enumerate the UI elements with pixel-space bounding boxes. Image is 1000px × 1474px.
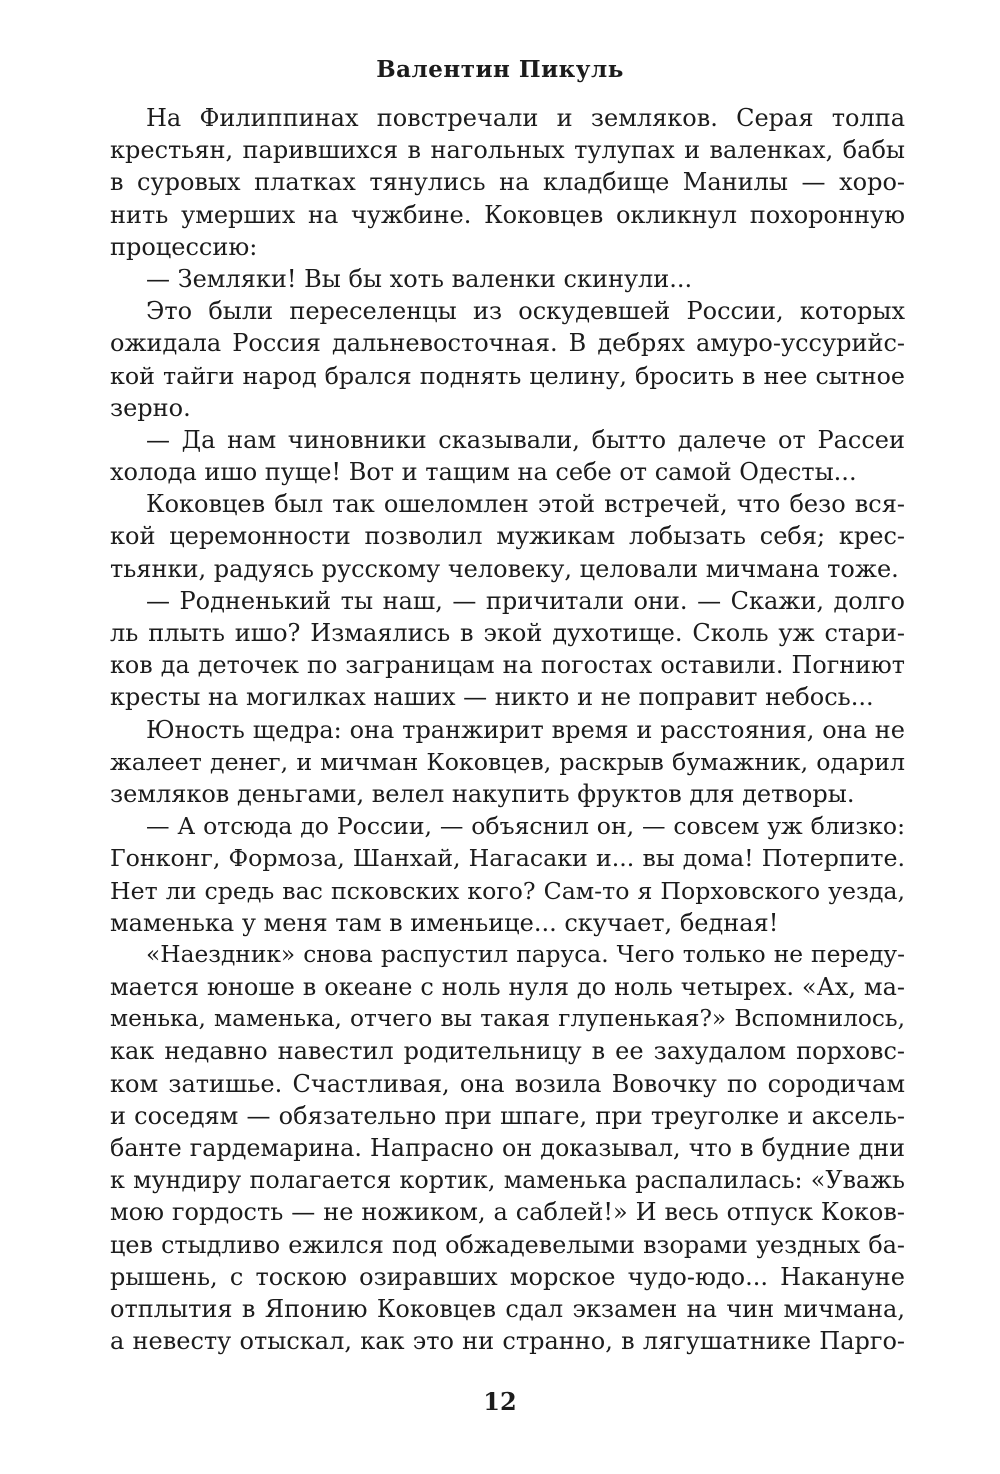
text-line: Это были переселенцы из оскудевшей России, которых [146,297,905,326]
text-line: нить умерших на чужбине. Коковцев окликнул похоронную [110,200,905,229]
text-line: жалеет денег, и мичман Коковцев, раскрыв бумажник, одарил [110,747,905,776]
text-line: отплытия в Японию Коковцев сдал экзамен на чин мичмана, [110,1294,905,1323]
text-line: ком затишье. Счастливая, она возила Вовочку по сородичам [110,1069,905,1098]
text-line: маменька у меня там в именьице... скучает, бедная! [110,908,779,937]
text-line: а невесту отыскал, как это ни странно, в лягушатнике Парго- [110,1327,905,1356]
text-line: банте гардемарина. Напрасно он доказывал, что в будние дни [110,1134,905,1162]
text-line: мою гордость — не ножиком, а саблей!» И весь отпуск Коков- [110,1198,905,1227]
text-line: мается юноше в океане с ноль нуля до ноль четырех. «Ах, ма- [110,973,905,1002]
text-line: к мундиру полагается кортик, маменька распалилась: «Уважь [110,1166,905,1195]
text-line: Гонконг, Формоза, Шанхай, Нагасаки и... вы дома! Потерпите. [110,844,905,873]
text-line: ожидала Россия дальневосточная. В дебрях амуро-уссурийс- [110,329,905,358]
text-line: Нет ли средь вас псковских кого? Сам-то я Порховского уезда, [110,876,905,905]
text-line: крестьян, парившихся в нагольных тулупах и валенках, бабы [110,136,905,165]
text-line: «Наездник» снова распустил паруса. Чего только не переду- [146,940,905,968]
text-line: — А отсюда до России, — объяснил он, — совсем уж близко: [146,812,905,841]
text-line: ков да деточек по заграницам на погостах оставили. Погниют [110,651,905,680]
text-line: — Родненький ты наш, — причитали они. — Скажи, долго [146,586,905,615]
text-line: цев стыдливо ежился под обжадевелыми взорами уездных ба- [110,1230,905,1259]
text-line: процессию: [110,232,258,261]
text-line: тьянки, радуясь русскому человеку, целовали мичмана тоже. [110,554,899,583]
text-line: кой церемонности позволил мужикам лобызать себя; крес- [110,522,905,551]
text-line: — Земляки! Вы бы хоть валенки скинули... [146,264,693,293]
text-line: как недавно навестил родительницу в ее захудалом порховс- [110,1037,905,1066]
text-line: Коковцев был так ошеломлен этой встречей, что безо вся- [146,490,905,519]
text-line: кресты на могилках наших — никто и не поправит небось... [110,683,874,712]
text-line: менька, маменька, отчего вы такая глупенькая?» Вспомнилось, [110,1005,905,1033]
text-line: — Да нам чиновники сказывали, бытто далече от Рассеи [146,425,905,454]
text-line: в суровых платках тянулись на кладбище Манилы — хоро- [110,168,905,197]
text-line: кой тайги народ брался поднять целину, бросить в нее сытное [110,361,905,390]
body-text [110,102,905,1357]
text-line: земляков деньгами, велел накупить фруктов для детворы. [110,779,855,808]
page-number: 12 [483,1387,517,1416]
text-line: и соседям — обязательно при шпаге, при треуголке и аксель- [110,1101,905,1130]
text-line: Юность щедра: она транжирит время и расстояния, она не [146,715,905,744]
text-line: холода ишо пуще! Вот и тащим на себе от самой Одесты... [110,458,857,487]
running-head: Валентин Пикуль [376,56,624,83]
text-line: рышень, с тоскою озиравших морское чудо-юдо... Накануне [110,1262,905,1291]
text-line: ль плыть ишо? Измаялись в экой духотище. Сколь уж стари- [110,619,905,647]
text-line: зерно. [110,393,191,422]
text-line: На Филиппинах повстречали и земляков. Серая толпа [146,104,905,132]
